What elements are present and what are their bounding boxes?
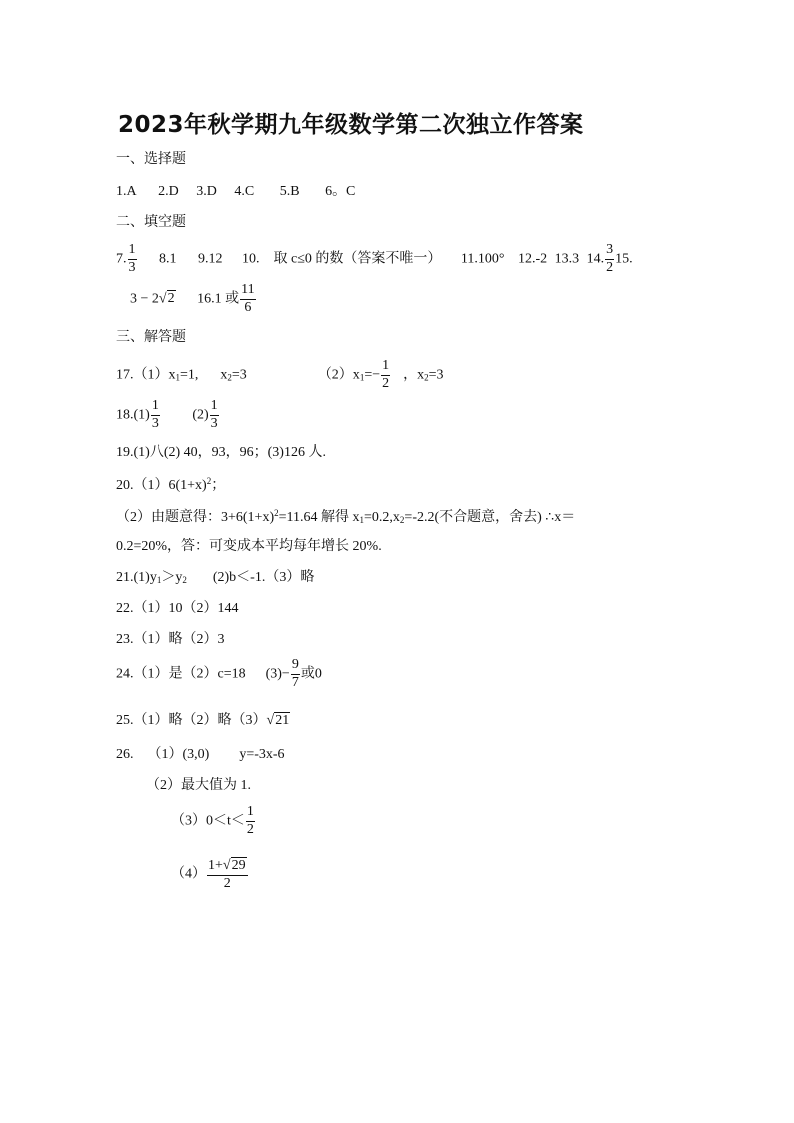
q16-fraction: $\frac{11}{6}$ [241,282,255,315]
answers-1-6 [116,185,355,199]
answer-6: 6。C [325,184,356,199]
q26-fraction-4: $\frac{1+√29}{2}$ [208,858,246,891]
answer-1: 1.A [116,184,137,199]
answer-26-1: 26. （1）(3,0) y=-3x-6 [116,747,285,762]
answer-3: 3.D [196,184,217,199]
answer-25: 25.（1）略（2）略（3）√21 [116,713,290,728]
q8: 8.1 [159,251,177,267]
q12: 12.-2 [518,251,548,267]
answer-26-4: （4） $\frac{1+√29}{2}$ [171,858,246,891]
q9: 9.12 [198,251,223,267]
page-title: 2023年秋学期九年级数学第二次独立作答案 [118,112,584,138]
answer-23: 23.（1）略（2）3 [116,632,225,647]
answer-17: $17.(1)x_1=1$, $x_2=3$ $(2)x_1=-$ $\frac{1}{2}$ ，$x_2=3$ [116,358,444,391]
q11: 11.100° [460,251,505,267]
q18-fraction-2: $\frac{1}{3}$ [210,398,218,431]
answer-18: 18.(1) $\frac{1}{3}$ (2) $\frac{1}{3}$ [116,398,218,431]
q25-radicand: 21 [275,713,290,728]
q15-value: 3 − 2 [130,291,159,307]
answer-20-3: 0.2=20%，答：可变成本平均每年增长 20%. [116,539,382,554]
answer-26-3: （3）0＜t＜ $\frac{1}{2}$ [171,804,254,837]
answer-24: 24.（1）是（2）c=18 (3)− $\frac{9}{7}$ 或0 [116,657,322,690]
q15-radicand: 2 [167,291,175,307]
q10: 10. 取 c≤0 的数（答案不唯一） [242,251,442,267]
section-heading-choice: 一、选择题 [116,152,186,167]
fill-line-2: 3 − 2√2 16.1 或 $\frac{11}{6}$ [130,282,255,315]
q17-fraction: $\frac{1}{2}$ [382,358,390,391]
answer-20-2: （2）由题意得：$3+6(1+x)^2=11.64$ 解得 $x_1=0.2,x_2=-2.2$(不合题意，舍去) ∴x＝ [116,508,576,525]
answer-4: 4.C [234,184,255,199]
answer-26-2: （2）最大值为 1. [146,778,251,793]
answer-2: 2.D [158,184,179,199]
q18-fraction-1: $\frac{1}{3}$ [151,398,159,431]
q13: 13.3 [554,251,580,267]
answer-21: $21.(1)y_1>y_2$ (2)b＜-1.（3）略 [116,570,315,585]
q14-fraction: $\frac{3}{2}$ [606,242,614,275]
fill-line-1: 7. $\frac{1}{3}$ 8.1 9.12 10. 取 c≤0 的数（答案不唯一） 11.100° 12.-2 13.3 14. $\frac{3}{2}$ 15. [116,242,633,275]
section-heading-fill: 二、填空题 [116,215,186,230]
section-heading-solve: 三、解答题 [116,330,186,345]
q26-fraction-3: $\frac{1}{2}$ [246,804,254,837]
q24-fraction: $\frac{9}{7}$ [291,657,299,690]
answer-22: 22.（1）10（2）144 [116,601,239,616]
q7-fraction: $\frac{1}{3}$ [128,242,136,275]
answer-20-1: $20.(1)6(1+x)^2$； [116,476,226,493]
answer-19: 19.(1)八(2) 40，93，96；(3)126 人. [116,445,326,460]
answer-5: 5.B [279,184,300,199]
